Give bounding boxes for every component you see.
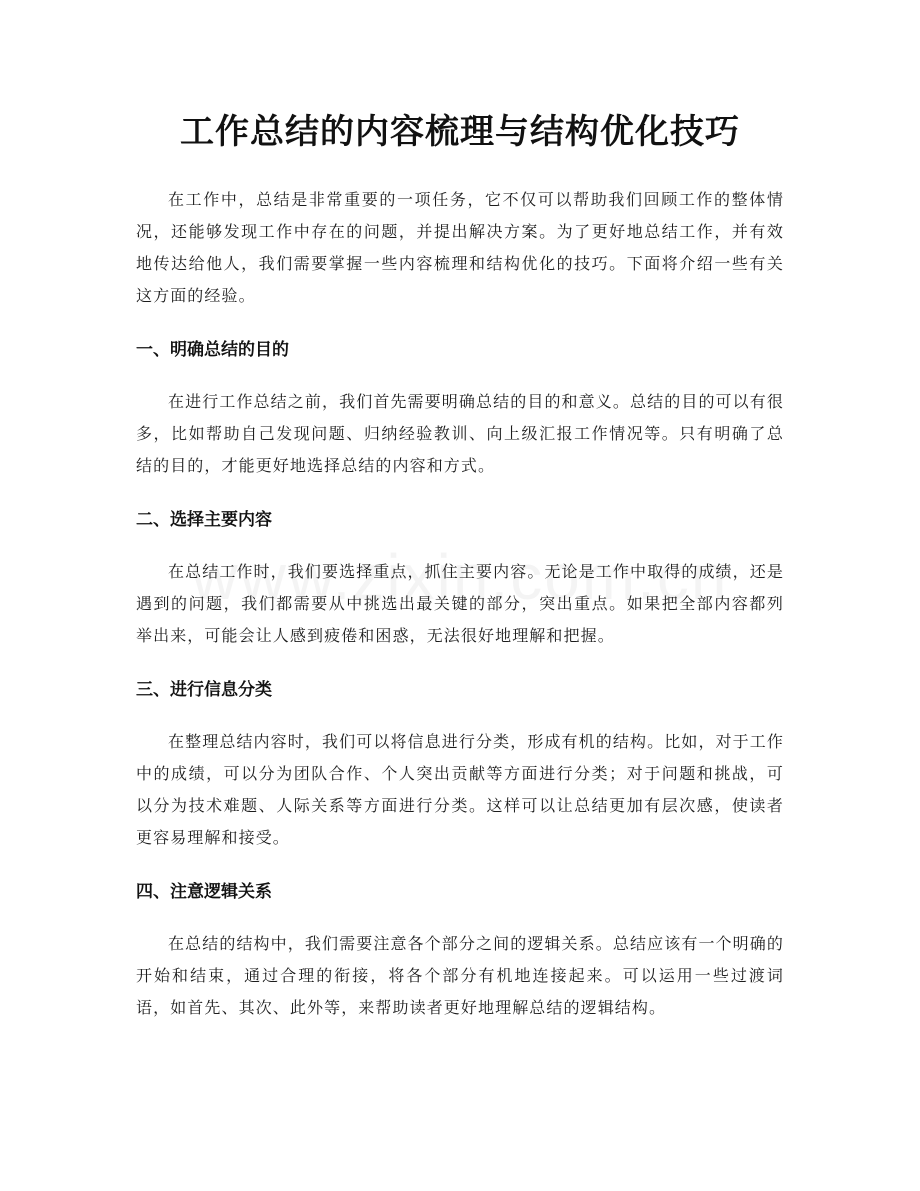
document-body	[136, 184, 784, 1024]
section-heading-4: 四、注意逻辑关系	[136, 882, 272, 902]
section-body-1: 在进行工作总结之前，我们首先需要明确总结的目的和意义。总结的目的可以有很多，比如帮助自己发现问题、归纳经验教训、向上级汇报工作情况等。只有明确了总结的目的，才能更好地选择总结的内容和方式。	[136, 392, 784, 475]
section-heading-1: 一、明确总结的目的	[136, 340, 289, 360]
section-body-4: 在总结的结构中，我们需要注意各个部分之间的逻辑关系。总结应该有一个明确的开始和结束，通过合理的衔接，将各个部分有机地连接起来。可以运用一些过渡词语，如首先、其次、此外等，来帮助读者更好地理解总结的逻辑结构。	[136, 934, 784, 1017]
section-heading-3: 三、进行信息分类	[136, 680, 272, 700]
intro-paragraph: 在工作中，总结是非常重要的一项任务，它不仅可以帮助我们回顾工作的整体情况，还能够发现工作中存在的问题，并提出解决方案。为了更好地总结工作，并有效地传达给他人，我们需要掌握一些内容梳理和结构优化的技巧。下面将介绍一些有关这方面的经验。	[136, 190, 784, 305]
document-title: 工作总结的内容梳理与结构优化技巧	[180, 112, 740, 152]
section-body-3: 在整理总结内容时，我们可以将信息进行分类，形成有机的结构。比如，对于工作中的成绩，可以分为团队合作、个人突出贡献等方面进行分类；对于问题和挑战，可以分为技术难题、人际关系等方面进行分类。这样可以让总结更加有层次感，使读者更容易理解和接受。	[136, 732, 784, 847]
section-heading-2: 二、选择主要内容	[136, 510, 272, 530]
section-body-2: 在总结工作时，我们要选择重点，抓住主要内容。无论是工作中取得的成绩，还是遇到的问题，我们都需要从中挑选出最关键的部分，突出重点。如果把全部内容都列举出来，可能会让人感到疲倦和困惑，无法很好地理解和把握。	[136, 562, 784, 645]
